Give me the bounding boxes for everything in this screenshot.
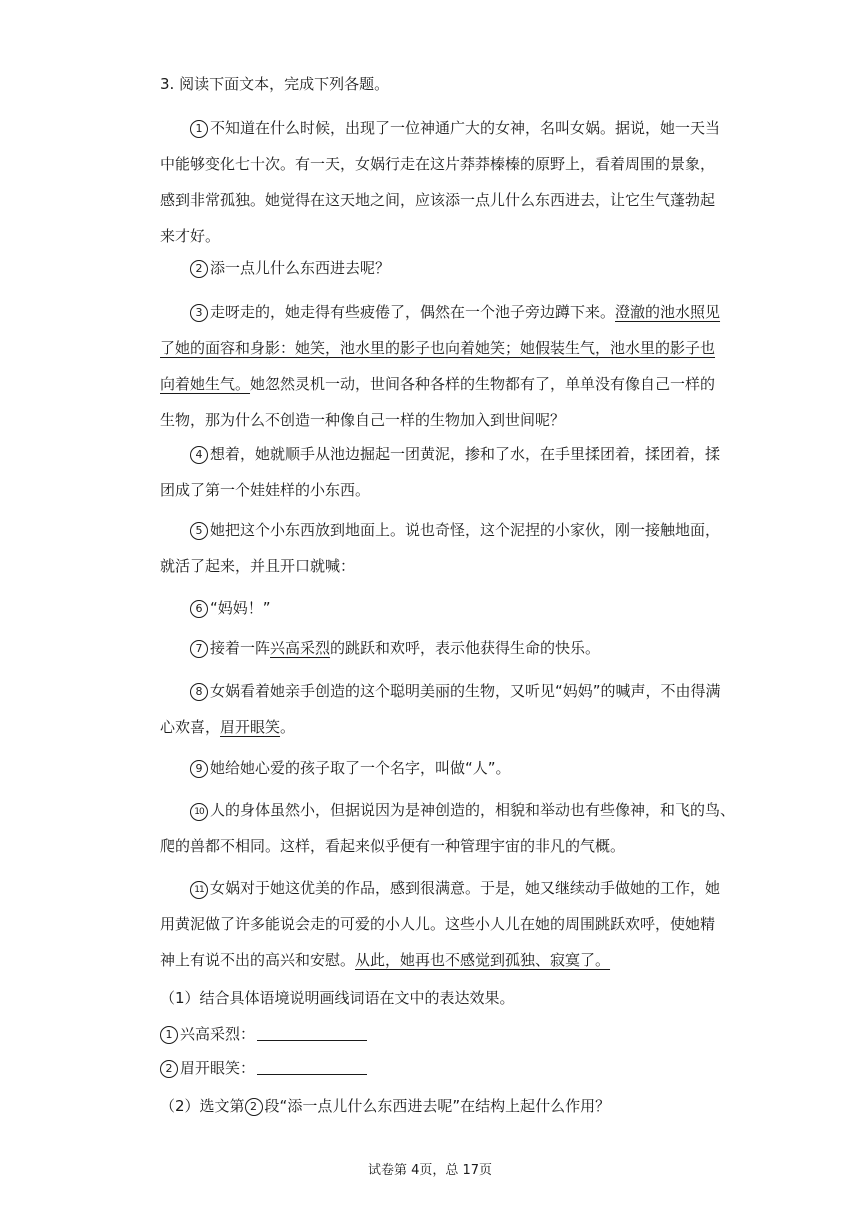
paragraph-number: 2: [190, 260, 208, 278]
paragraph-number: 1: [190, 120, 208, 138]
sub-question-number: 1: [160, 1026, 178, 1044]
paragraph-text: 接着一阵: [210, 639, 271, 657]
question-title: 3. 阅读下面文本，完成下列各题。: [160, 75, 390, 93]
paragraph-text: 中能够变化七十次。有一天，女娲行走在这片莽莽榛榛的原野上，看着周围的景象，: [160, 155, 716, 173]
paragraph-number: 2: [245, 1098, 263, 1116]
paragraph-text: 不知道在什么时候，出现了一位神通广大的女神，名叫女娲。据说，她一天当: [210, 119, 721, 137]
paragraph-2: [160, 250, 745, 286]
answer-blank[interactable]: [257, 1060, 367, 1075]
underlined-sentence: 从此，她再也不感觉到孤独、寂寞了。: [355, 951, 611, 969]
underlined-sentence: 向着她生气。: [160, 375, 251, 393]
paragraph-8: [160, 673, 745, 745]
question-text: （2）选文第: [160, 1097, 245, 1115]
paragraph-4: [160, 436, 745, 508]
paragraph-10: [160, 792, 745, 864]
question-2-prompt: [160, 1096, 610, 1116]
paragraph-11: [160, 870, 745, 978]
underlined-word: 兴高采烈: [270, 639, 331, 657]
sub-question-number: 2: [160, 1060, 178, 1078]
paragraph-text: 爬的兽都不相同。这样，看起来似乎便有一种管理宇宙的非凡的气概。: [160, 837, 626, 855]
paragraph-text: 。: [280, 718, 296, 736]
answer-blank[interactable]: [257, 1026, 367, 1041]
paragraph-number: 7: [190, 640, 208, 658]
paragraph-3: [160, 294, 745, 438]
paragraph-number: 10: [190, 803, 208, 821]
paragraph-number: 5: [190, 522, 208, 540]
paragraph-text: 神上有说不出的高兴和安慰。: [160, 951, 356, 969]
paragraph-text: 心欢喜，: [160, 718, 221, 736]
paragraph-number: 11: [190, 881, 208, 899]
underlined-word: 眉开眼笑: [220, 718, 281, 736]
paragraph-1: [160, 110, 745, 254]
paragraph-text: 来才好。: [160, 227, 221, 245]
paragraph-number: 4: [190, 446, 208, 464]
paragraph-number: 6: [190, 600, 208, 618]
paragraph-text: 添一点儿什么东西进去呢？: [210, 259, 391, 277]
paragraph-number: 3: [190, 304, 208, 322]
underlined-sentence: 澄澈的池水照见: [615, 303, 721, 321]
paragraph-number: 9: [190, 760, 208, 778]
current-page-number: 4: [411, 1163, 420, 1178]
paragraph-number: 8: [190, 683, 208, 701]
paragraph-text: 女娲看着她亲手创造的这个聪明美丽的生物，又听见“妈妈”的喊声，不由得满: [210, 682, 721, 700]
paragraph-6: [160, 590, 745, 626]
paragraph-text: 感到非常孤独。她觉得在这天地之间，应该添一点儿什么东西进去，让它生气蓬勃起: [160, 191, 716, 209]
question-1b: [160, 1058, 367, 1078]
question-1-prompt: （1）结合具体语境说明画线词语在文中的表达效果。: [160, 989, 515, 1007]
paragraph-9: [160, 750, 745, 786]
total-page-count: 17: [462, 1163, 480, 1178]
paragraph-text: 她忽然灵机一动，世间各种各样的生物都有了，单单没有像自己一样的: [250, 375, 716, 393]
paragraph-text: 女娲对于她这优美的作品，感到很满意。于是，她又继续动手做她的工作，她: [210, 879, 721, 897]
paragraph-7: [160, 630, 745, 666]
paragraph-text: 用黄泥做了许多能说会走的可爱的小人儿。这些小人儿在她的周围跳跃欢呼，使她精: [160, 915, 716, 933]
page-footer: 试卷第 4页，总 17页: [367, 1163, 493, 1178]
paragraph-text: 走呀走的，她走得有些疲倦了，偶然在一个池子旁边蹲下来。: [210, 303, 616, 321]
paragraph-text: 生物，那为什么不创造一种像自己一样的生物加入到世间呢？: [160, 411, 566, 429]
paragraph-text: 的跳跃和欢呼，表示他获得生命的快乐。: [330, 639, 601, 657]
paragraph-text: 人的身体虽然小，但据说因为是神创造的，相貌和举动也有些像神，和飞的鸟、: [210, 801, 736, 819]
paragraph-text: 团成了第一个娃娃样的小东西。: [160, 481, 371, 499]
paragraph-text: 她给她心爱的孩子取了一个名字，叫做“人”。: [210, 759, 511, 777]
question-1a: [160, 1024, 367, 1044]
underlined-sentence: 了她的面容和身影：她笑，池水里的影子也向着她笑；她假装生气，池水里的影子也: [160, 339, 716, 357]
paragraph-text: “妈妈！”: [210, 599, 271, 617]
paragraph-text: 想着，她就顺手从池边掘起一团黄泥，掺和了水，在手里揉团着，揉团着，揉: [210, 445, 721, 463]
paragraph-5: [160, 512, 745, 584]
question-text: 段“添一点儿什么东西进去呢”在结构上起什么作用？: [264, 1097, 611, 1115]
sub-question-label: 眉开眼笑：: [180, 1059, 256, 1077]
sub-question-label: 兴高采烈：: [180, 1025, 256, 1043]
paragraph-text: 就活了起来，并且开口就喊：: [160, 557, 356, 575]
paragraph-text: 她把这个小东西放到地面上。说也奇怪，这个泥捏的小家伙，刚一接触地面，: [210, 521, 721, 539]
